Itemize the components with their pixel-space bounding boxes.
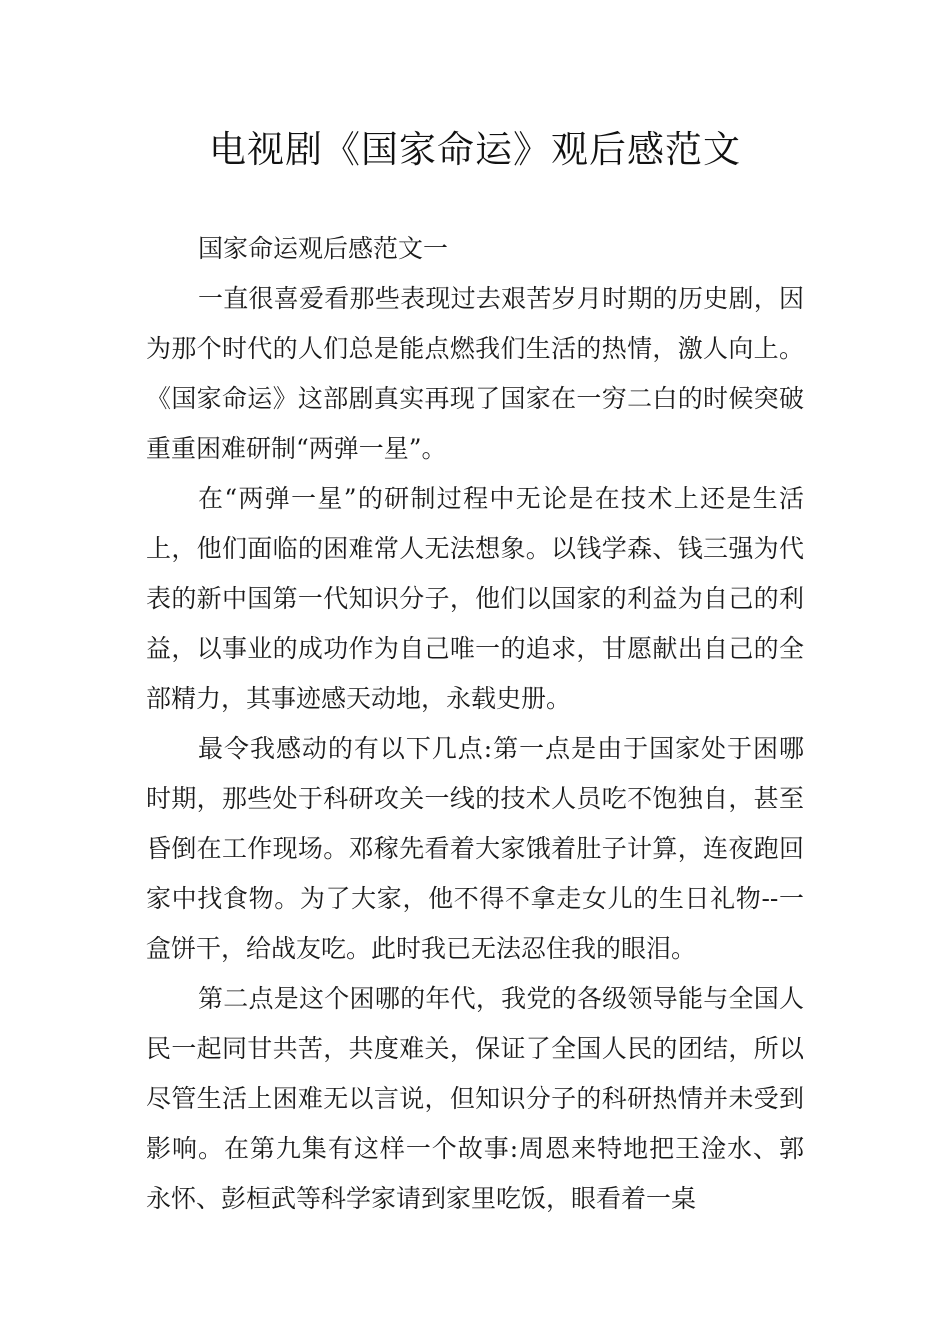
paragraph: 第二点是这个困哪的年代，我党的各级领导能与全国人民一起同甘共苦，共度难关，保证了全国人民的团结，所以尽管生活上困难无以言说，但知识分子的科研热情并未受到影响。在第九集有这样一个故事:周恩来特地把王淦水、郭永怀、彭桓武等科学家请到家里吃饭，眼看着一桌 xyxy=(146,984,804,1213)
paragraph-subtitle: 国家命运观后感范文一 xyxy=(198,234,449,263)
paragraph: 在“两弹一星”的研制过程中无论是在技术上还是生活上，他们面临的困难常人无法想象。以钱学森、钱三强为代表的新中国第一代知识分子，他们以国家的利益为自己的利益，以事业的成功作为自己唯一的追求，甘愿献出自己的全部精力，其事迹感天动地，永载史册。 xyxy=(146,484,804,713)
paragraph: 最令我感动的有以下几点:第一点是由于国家处于困哪时期，那些处于科研攻关一线的技术人员吃不饱独自，甚至昏倒在工作现场。邓稼先看着大家饿着肚子计算，连夜跑回家中找食物。为了大家，他不得不拿走女儿的生日礼物--一盒饼干，给战友吃。此时我已无法忍住我的眼泪。 xyxy=(146,734,804,963)
paragraph: 一直很喜爱看那些表现过去艰苦岁月时期的历史剧，因为那个时代的人们总是能点燃我们生活的热情，激人向上。《国家命运》这部剧真实再现了国家在一穷二白的时候突破重重困难研制“两弹一星”。 xyxy=(146,284,804,463)
document-body xyxy=(146,224,804,1224)
document-title: 电视剧《国家命运》观后感范文 xyxy=(209,128,741,171)
